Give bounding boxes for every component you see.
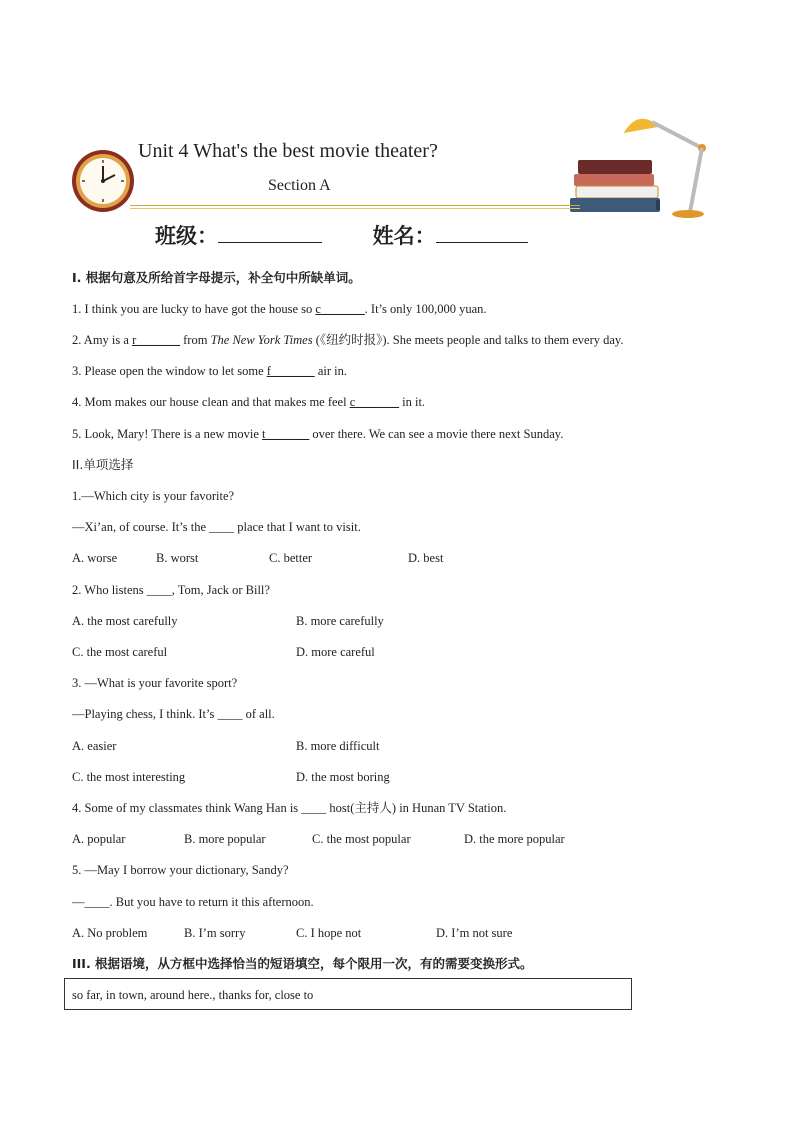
option-b[interactable]: B. I’m sorry (184, 926, 246, 940)
option-b[interactable]: B. more carefully (296, 614, 384, 628)
part2-q2-options-cd (72, 644, 672, 660)
part1-question-2: 2. Amy is a r_______ from The New York Times (《纽约时报》). She meets people and talks to them every day. (72, 333, 624, 347)
part2-q2-stem: 2. Who listens ____, Tom, Jack or Bill? (72, 583, 270, 597)
part2-q3-stem: 3. —What is your favorite sport? (72, 676, 238, 690)
option-a[interactable]: A. worse (72, 551, 118, 565)
option-c[interactable]: C. I hope not (296, 926, 362, 940)
part2-q3-options-cd (72, 769, 672, 785)
part2-q1-stem: 1.—Which city is your favorite? (72, 489, 235, 503)
option-b[interactable]: B. more difficult (296, 739, 380, 753)
name-blank[interactable] (436, 224, 528, 243)
part2-q1-answer: —Xi’an, of course. It’s the ____ place that I want to visit. (72, 520, 361, 534)
option-c[interactable]: C. the most interesting (72, 770, 186, 784)
answer-blank[interactable]: t_______ (262, 427, 310, 441)
class-name-row (155, 220, 528, 250)
option-b[interactable]: B. worst (156, 551, 199, 565)
option-d[interactable]: D. the more popular (464, 832, 565, 846)
page-title: Unit 4 What's the best movie theater? (138, 140, 438, 162)
part2-q5-options (72, 925, 672, 941)
option-d[interactable]: D. the most boring (296, 770, 390, 784)
class-label: 班级： (155, 224, 218, 248)
title-rule (130, 205, 580, 206)
option-d[interactable]: D. more careful (296, 645, 375, 659)
books-lamp-illustration (566, 100, 708, 220)
part2-q5-answer: —____. But you have to return it this afternoon. (72, 895, 314, 909)
answer-blank[interactable]: c_______ (349, 395, 400, 409)
part1-question-5: 5. Look, Mary! There is a new movie t_______ over there. We can see a movie there next Sunday. (72, 427, 564, 441)
part2-q4-stem: 4. Some of my classmates think Wang Han is ____ host(主持人) in Hunan TV Station. (72, 801, 507, 815)
part2-q2-options-ab (72, 613, 672, 629)
part1-question-3: 3. Please open the window to let some f_______ air in. (72, 364, 347, 378)
answer-blank[interactable]: c_______ (315, 302, 365, 316)
option-a[interactable]: A. easier (72, 739, 117, 753)
option-c[interactable]: C. the most popular (312, 832, 411, 846)
option-c[interactable]: C. better (269, 551, 313, 565)
title-rule-secondary (130, 208, 580, 209)
phrase-box-text: so far, in town, around here., thanks for, close to (72, 988, 314, 1002)
class-blank[interactable] (218, 224, 322, 243)
option-a[interactable]: A. the most carefully (72, 614, 178, 628)
clock-icon (68, 148, 138, 214)
part2-q3-options-ab (72, 738, 672, 754)
part1-question-4: 4. Mom makes our house clean and that makes me feel c_______ in it. (72, 395, 426, 409)
option-d[interactable]: D. best (408, 551, 444, 565)
answer-blank[interactable]: r_______ (132, 333, 180, 347)
part2-q4-options (72, 831, 672, 847)
name-label: 姓名： (372, 224, 436, 248)
option-c[interactable]: C. the most careful (72, 645, 168, 659)
section-subtitle: Section A (268, 177, 331, 194)
part3-heading: III. 根据语境，从方框中选择恰当的短语填空，每个限用一次，有的需要变换形式。 (72, 956, 533, 971)
part2-q5-stem: 5. —May I borrow your dictionary, Sandy? (72, 863, 289, 877)
part2-heading: II.单项选择 (72, 457, 134, 472)
part2-q3-answer: —Playing chess, I think. It’s ____ of all. (72, 707, 275, 721)
part2-q1-options (72, 550, 672, 566)
book-stack-icon (570, 160, 660, 212)
part1-heading: Ⅰ. 根据句意及所给首字母提示，补全句中所缺单词。 (72, 270, 361, 285)
part1-question-1: 1. I think you are lucky to have got the house so c_______. It’s only 100,000 yuan. (72, 302, 487, 316)
option-a[interactable]: A. popular (72, 832, 126, 846)
answer-blank[interactable]: f_______ (266, 364, 315, 378)
option-a[interactable]: A. No problem (72, 926, 148, 940)
option-d[interactable]: D. I’m not sure (436, 926, 513, 940)
option-b[interactable]: B. more popular (184, 832, 266, 846)
